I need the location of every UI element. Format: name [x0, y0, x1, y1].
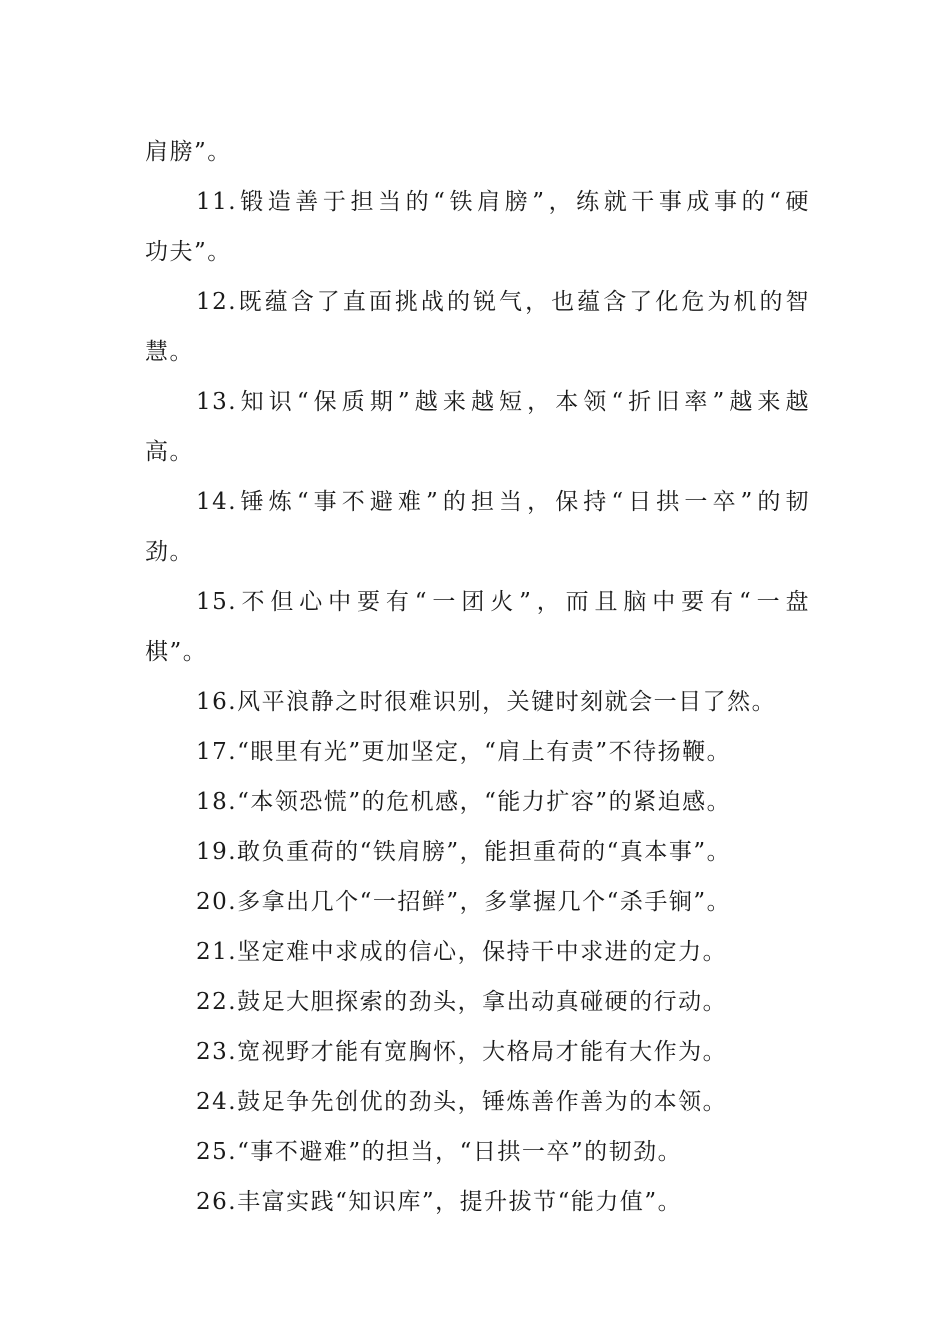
- text-line: 21.坚定难中求成的信心，保持干中求进的定力。: [196, 939, 728, 965]
- text-line: 23.宽视野才能有宽胸怀，大格局才能有大作为。: [196, 1039, 728, 1065]
- text-line: 15.不但心中要有“一团火”，而且脑中要有“一盘: [196, 589, 810, 615]
- text-line: 11.锻造善于担当的“铁肩膀”，练就干事成事的“硬: [196, 189, 810, 215]
- text-line: 17.“眼里有光”更加坚定，“肩上有责”不待扬鞭。: [196, 739, 732, 765]
- text-line: 19.敢负重荷的“铁肩膀”，能担重荷的“真本事”。: [196, 839, 732, 865]
- text-line: 功夫”。: [145, 239, 232, 265]
- text-line: 20.多拿出几个“一招鲜”，多掌握几个“杀手锏”。: [196, 889, 732, 915]
- text-line: 26.丰富实践“知识库”，提升拔节“能力值”。: [196, 1189, 683, 1215]
- text-line: 22.鼓足大胆探索的劲头，拿出动真碰硬的行动。: [196, 989, 728, 1015]
- text-line: 肩膀”。: [145, 139, 232, 165]
- text-line: 劲。: [145, 539, 194, 565]
- text-line: 25.“事不避难”的担当，“日拱一卒”的韧劲。: [196, 1139, 683, 1165]
- text-line: 13.知识“保质期”越来越短，本领“折旧率”越来越: [196, 389, 810, 415]
- document-body: [145, 127, 810, 1227]
- text-line: 慧。: [145, 339, 194, 365]
- text-line: 棋”。: [145, 639, 208, 665]
- text-line: 18.“本领恐慌”的危机感，“能力扩容”的紧迫感。: [196, 789, 732, 815]
- text-line: 16.风平浪静之时很难识别，关键时刻就会一目了然。: [196, 689, 777, 715]
- text-line: 高。: [145, 439, 194, 465]
- text-line: 14.锤炼“事不避难”的担当，保持“日拱一卒”的韧: [196, 489, 810, 515]
- text-line: 24.鼓足争先创优的劲头，锤炼善作善为的本领。: [196, 1089, 728, 1115]
- text-line: 12.既蕴含了直面挑战的锐气，也蕴含了化危为机的智: [196, 289, 810, 315]
